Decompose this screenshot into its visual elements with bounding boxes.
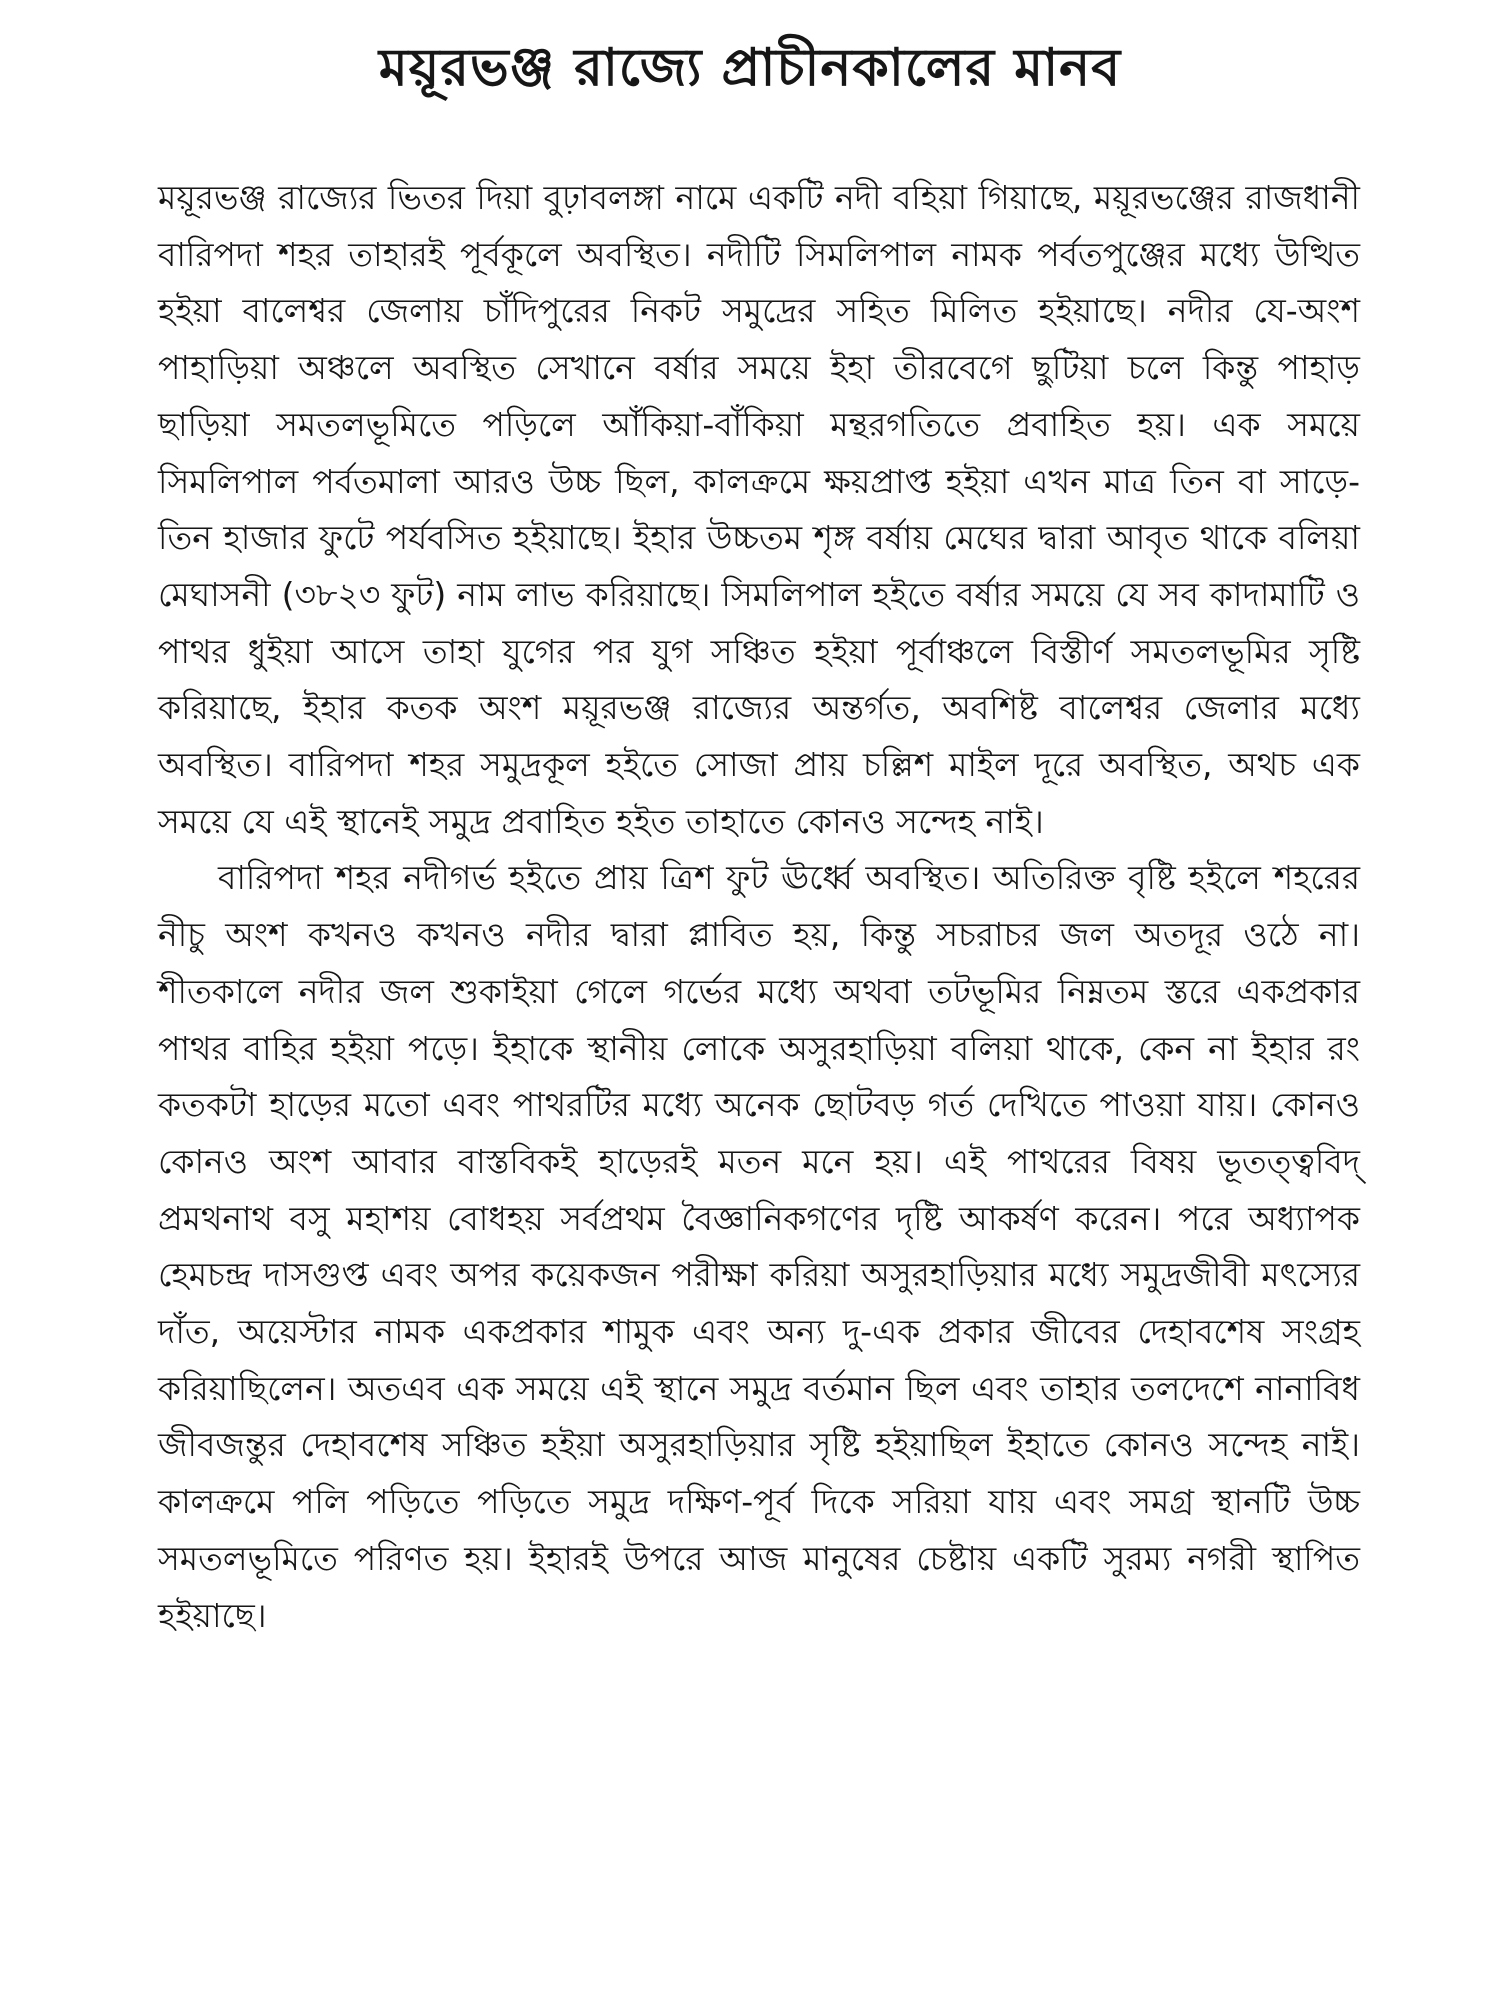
paragraph-1: ময়ূরভঞ্জ রাজ্যের ভিতর দিয়া বুঢ়াবলঙ্গা নামে একটি নদী বহিয়া গিয়াছে, ময়ূরভঞ্জের রাজধানী বারিপদা শহর তাহারই পূর্বকূলে অবস্থিত। নদীটি সিমলিপাল নামক পর্বতপুঞ্জের মধ্যে উত্থিত হইয়া বালেশ্বর জেলায় চাঁদিপুরের নিকট সমুদ্রের সহিত মিলিত হইয়াছে। নদীর যে-অংশ পাহাড়িয়া অঞ্চলে অবস্থিত সেখানে বর্ষার সময়ে ইহা তীরবেগে ছুটিয়া চলে কিন্তু পাহাড় ছাড়িয়া সমতলভূমিতে পড়িলে আঁকিয়া-বাঁকিয়া মন্থরগতিতে প্রবাহিত হয়। এক সময়ে সিমলিপাল পর্বতমালা আরও উচ্চ ছিল, কালক্রমে ক্ষয়প্রাপ্ত হইয়া এখন মাত্র তিন বা সাড়ে-তিন হাজার ফুটে পর্যবসিত হইয়াছে। ইহার উচ্চতম শৃঙ্গ বর্ষায় মেঘের দ্বারা আবৃত থাকে বলিয়া মেঘাসনী (৩৮২৩ ফুট) নাম লাভ করিয়াছে। সিমলিপাল হইতে বর্ষার সময়ে যে সব কাদামাটি ও পাথর ধুইয়া আসে তাহা যুগের পর যুগ সঞ্চিত হইয়া পূর্বাঞ্চলে বিস্তীর্ণ সমতলভূমির সৃষ্টি করিয়াছে, ইহার কতক অংশ ময়ূরভঞ্জ রাজ্যের অন্তর্গত, অবশিষ্ট বালেশ্বর জেলার মধ্যে অবস্থিত। বারিপদা শহর সমুদ্রকূল হইতে সোজা প্রায় চল্লিশ মাইল দূরে অবস্থিত, অথচ এক সময়ে যে এই স্থানেই সমুদ্র প্রবাহিত হইত তাহাতে কোনও সন্দেহ নাই। bbox=[158, 178, 1360, 841]
page-title: ময়ূরভঞ্জ রাজ্যে প্রাচীনকালের মানব bbox=[378, 38, 1122, 98]
article-body bbox=[158, 170, 1360, 1644]
paragraph-2: বারিপদা শহর নদীগর্ভ হইতে প্রায় ত্রিশ ফুট ঊর্ধ্বে অবস্থিত। অতিরিক্ত বৃষ্টি হইলে শহরের নীচু অংশ কখনও কখনও নদীর দ্বারা প্লাবিত হয়, কিন্তু সচরাচর জল অতদূর ওঠে না। শীতকালে নদীর জল শুকাইয়া গেলে গর্ভের মধ্যে অথবা তটভূমির নিম্নতম স্তরে একপ্রকার পাথর বাহির হইয়া পড়ে। ইহাকে স্থানীয় লোকে অসুরহাড়িয়া বলিয়া থাকে, কেন না ইহার রং কতকটা হাড়ের মতো এবং পাথরটির মধ্যে অনেক ছোটবড় গর্ত দেখিতে পাওয়া যায়। কোনও কোনও অংশ আবার বাস্তবিকই হাড়েরই মতন মনে হয়। এই পাথরের বিষয় ভূতত্ত্ববিদ্ প্রমথনাথ বসু মহাশয় বোধহয় সর্বপ্রথম বৈজ্ঞানিকগণের দৃষ্টি আকর্ষণ করেন। পরে অধ্যাপক হেমচন্দ্র দাসগুপ্ত এবং অপর কয়েকজন পরীক্ষা করিয়া অসুরহাড়িয়ার মধ্যে সমুদ্রজীবী মৎস্যের দাঁত, অয়েস্টার নামক একপ্রকার শামুক এবং অন্য দু-এক প্রকার জীবের দেহাবশেষ সংগ্রহ করিয়াছিলেন। অতএব এক সময়ে এই স্থানে সমুদ্র বর্তমান ছিল এবং তাহার তলদেশে নানাবিধ জীবজন্তুর দেহাবশেষ সঞ্চিত হইয়া অসুরহাড়িয়ার সৃষ্টি হইয়াছিল ইহাতে কোনও সন্দেহ নাই। কালক্রমে পলি পড়িতে পড়িতে সমুদ্র দক্ষিণ-পূর্ব দিকে সরিয়া যায় এবং সমগ্র স্থানটি উচ্চ সমতলভূমিতে পরিণত হয়। ইহারই উপরে আজ মানুষের চেষ্টায় একটি সুরম্য নগরী স্থাপিত হইয়াছে। bbox=[158, 858, 1360, 1635]
